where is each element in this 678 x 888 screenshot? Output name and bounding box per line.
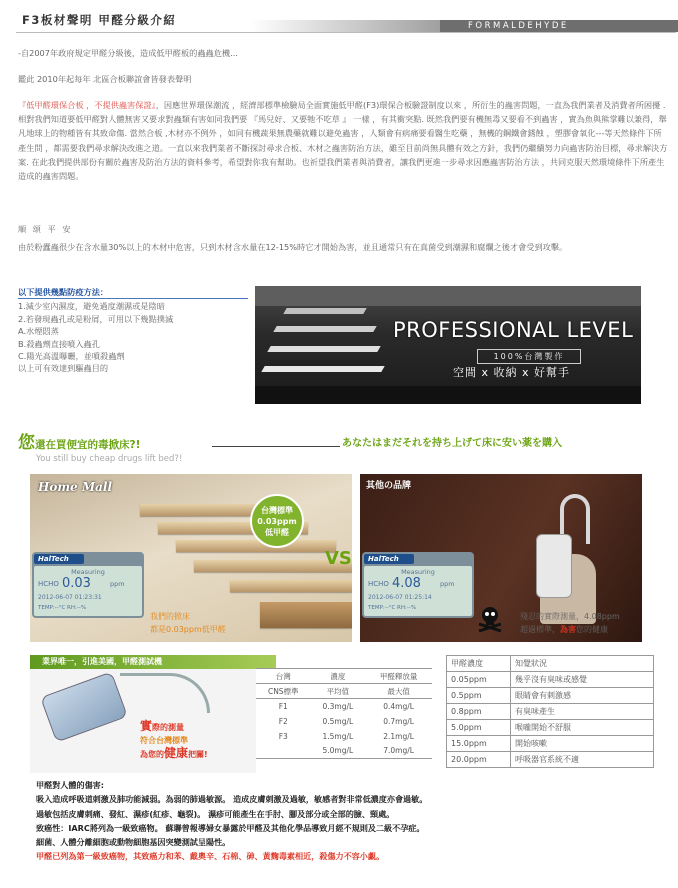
table-cell: 20.0ppm <box>447 752 511 768</box>
table-cell: 眼睛會有刺激感 <box>511 688 654 704</box>
table-cell: 5.0mg/L <box>322 746 354 756</box>
banner-board <box>267 346 380 352</box>
caption-line: 殘忍的實際測量，4.08ppm <box>520 612 620 621</box>
harm-line: 致癌性：IARC將列為一級致癌物。 蘇聯曾報導婦女暴露於甲醛及其他化學品導致月經不規則及二級不孕症。 <box>36 822 425 833</box>
standard-badge <box>250 494 304 548</box>
harm-section <box>36 778 666 864</box>
table-row <box>447 752 654 768</box>
question-english: You still buy cheap drugs lift bed?! <box>36 454 183 464</box>
harm-line: 過敏包括皮膚刺痛、發紅、濕疹(紅疹、龜裂)。 濕疹可能產生在手肘、腳及部分或全部的臉、頸處。 <box>36 808 395 819</box>
table-row <box>447 720 654 736</box>
table-row <box>256 714 432 729</box>
bed-board <box>230 580 352 592</box>
intro-body: ，因應世界環保潮流 ，經濟部標準檢驗局全面實施低甲醛(F3)環保合板驗證制度以來 ，所衍生的蟲害問題，一直為我們業者及消費者所困擾 .相對我們知道要低甲醛對人體無害又要求對蟲類有害如同我們要 『馬兒好、又要牠不吃草 』 一樣 ，有其衝突點. 既然我們要有機無毒又要看不到蟲害 ，實為魚與熊掌難以兼得，舉凡地球上的物種皆有其致命傷. 當然合板 ,木材亦不例外 ，如同有機蔬果無農藥就難以避免蟲害 ，人類會有病痛要看醫生吃藥 ，無機的鋼鐵會銹蝕 ，塑膠會氧化---等天然條件下所產生問 ，都需要我們尋求解決改進之道。一直以來我們業者不斷探討尋求合板、木材之蟲害防治方法，雖至目前尚無具體有效之方針，我們仍繼續努力向蟲害防治目標，尋求解決方案. 在此我們提供部份有關於蟲害及防治方法的資料參考，希望對你我有幫助。也祈望我們業者與消費者，讓我們更進一步尋求因應蟲害防治方法 ，共同克服天然環境條件下所產生造成的蟲害問題。 <box>18 100 668 182</box>
tips-item: C.陽光高溫曝曬，並噴殺蟲劑 <box>18 351 125 362</box>
tips-heading: 以下提供幾點防疫方法： <box>18 286 248 299</box>
table-header-cell: 最大值 <box>365 684 432 699</box>
caption-harm: 為害 <box>560 625 576 634</box>
banner-slogan: 空間 x 收納 x 好幫手 <box>453 366 571 379</box>
table-cell: 0.4mg/L <box>383 701 414 711</box>
professional-banner <box>255 286 641 404</box>
page-header <box>0 6 678 36</box>
caption-part: 您的健康 <box>576 625 608 634</box>
banner-subtitle: 100%台灣製作 <box>477 349 581 364</box>
table-header-cell: CNS標準 <box>256 684 311 699</box>
tips-item: 1.減少室內濕度，避免過度潮濕或是陰暗 <box>18 301 165 312</box>
table-cell: 0.7mg/L <box>383 716 414 726</box>
claim-part: 把關! <box>188 750 208 759</box>
home-mall-label: Home Mall <box>38 480 113 494</box>
meter-brand: HalTech <box>364 554 414 564</box>
table-row <box>256 699 432 714</box>
meter-temp: TEMP:--°C RH:--% <box>368 605 417 611</box>
tips-item: B.殺蟲劑直接噴入蟲孔 <box>18 338 100 349</box>
intro-line-2: 鑑此 2010年起每年 北區合板聯誼會皆發表聲明 <box>18 74 192 84</box>
banner-ceiling <box>255 286 641 306</box>
table-header-cell: 甲醛釋放量 <box>365 669 432 684</box>
caption-line <box>520 623 620 636</box>
claim-line <box>140 720 208 735</box>
table-cell: 開始咳嗽 <box>511 736 654 752</box>
intro-paragraph <box>18 98 668 183</box>
question-heading <box>18 428 140 453</box>
tester-device <box>40 671 128 742</box>
meter-unit: ppm <box>110 580 125 588</box>
table-cell: 0.3mg/L <box>322 701 354 711</box>
table-cell: 0.5ppm <box>447 688 511 704</box>
table-row <box>256 744 432 759</box>
claim-part: 際的測量 <box>152 723 185 732</box>
banner-board <box>261 366 384 372</box>
table-cell: 0.05ppm <box>447 672 511 688</box>
table-row <box>447 704 654 720</box>
prevention-tips <box>18 286 248 375</box>
table-header-cell: 平均值 <box>311 684 366 699</box>
banner-board <box>273 326 376 332</box>
handheld-meter <box>536 534 572 598</box>
page-title: F3板材聲明 甲醛分級介紹 <box>22 13 177 27</box>
meter-date: 2012-06-07 01:23:31 <box>38 594 102 601</box>
table-cell: 7.0mg/L <box>383 746 414 756</box>
meter-measuring: Measuring <box>71 568 105 576</box>
skull-icon <box>476 604 504 632</box>
table-row <box>447 688 654 704</box>
table-cell: 呼吸器官系統不適 <box>511 752 654 768</box>
header-tag: FORMALDEHYDE <box>440 20 678 32</box>
perception-table <box>446 655 654 768</box>
table-cell: F1 <box>278 701 288 711</box>
table-row <box>447 736 654 752</box>
harm-title: 甲醛對人體的傷害: <box>36 780 104 790</box>
meter-date: 2012-06-07 01:25:14 <box>368 594 432 601</box>
cns-standard-table <box>256 668 432 759</box>
meter-screen <box>34 566 142 616</box>
badge-line: 台灣標準 <box>261 506 293 515</box>
table-header-cell: 甲醛濃度 <box>447 656 511 672</box>
badge-line: 0.03ppm <box>257 517 297 526</box>
header-rule <box>16 32 676 33</box>
question-japanese: あなたはまだそれを持ち上げて床に安い薬を購入 <box>342 438 562 449</box>
greeting: 順 頌 平 安 <box>18 224 73 234</box>
table-cell: 喉嚨開始不舒服 <box>511 720 654 736</box>
table-header-cell: 濃度 <box>311 669 366 684</box>
badge-line: 低甲醛 <box>265 528 289 537</box>
table-subheader <box>256 684 432 699</box>
meter-reading: 4.08 <box>392 576 421 591</box>
table-cell: F3 <box>278 731 288 741</box>
banner-floor <box>255 386 641 404</box>
caption-part: 超過標準， <box>520 625 560 634</box>
other-brand-caption <box>520 610 620 636</box>
caption-line: 我們的掀床 <box>150 612 190 621</box>
table-cell <box>256 744 311 759</box>
table-cell: 15.0ppm <box>447 736 511 752</box>
meter-temp: TEMP:--°C RH:--% <box>38 605 87 611</box>
harm-line-red: 甲醛已列為第一級致癌物，其致癌力和苯、戴奧辛、石棉、砷、黃麴毒素相近，殺傷力不容小覷。 <box>36 851 385 862</box>
industry-banner: 業界唯一，引進美國，甲醛測試機 <box>30 655 276 669</box>
table-header-cell: 台灣 <box>256 669 311 684</box>
bed-board <box>176 540 336 552</box>
table-cell: 2.1mg/L <box>383 731 414 741</box>
table-cell: 0.5mg/L <box>322 716 354 726</box>
formaldehyde-meter-right <box>362 552 474 618</box>
other-brand-label: 其他の品牌 <box>366 481 412 491</box>
table-cell: 0.8ppm <box>447 704 511 720</box>
tips-item: 以上可有效達到驅蟲目的 <box>18 363 109 374</box>
intro-red-lead: 『低甲醛環保合板 ，不提供蟲害保證』 <box>18 100 156 110</box>
banner-title: PROFESSIONAL LEVEL <box>393 318 634 342</box>
our-bed-caption <box>150 610 226 636</box>
table-cell: 5.0ppm <box>447 720 511 736</box>
meter-brand: HalTech <box>34 554 84 564</box>
meter-measuring: Measuring <box>401 568 435 576</box>
meter-hcho: HCHO <box>38 580 59 588</box>
table-row <box>447 672 654 688</box>
meter-reading: 0.03 <box>62 576 91 591</box>
question-text: 還在買便宜的毒掀床?! <box>35 439 141 451</box>
table-cell: F2 <box>278 716 288 726</box>
table-header-cell: 知覺狀況 <box>511 656 654 672</box>
table-header <box>447 656 654 672</box>
bed-frame <box>260 602 352 628</box>
question-big-char: 您 <box>18 433 35 453</box>
banner-board <box>283 308 366 314</box>
table-cell: 有臭味產生 <box>511 704 654 720</box>
meter-unit: ppm <box>440 580 455 588</box>
tips-item: A.水煙悶蒸 <box>18 326 59 337</box>
formaldehyde-meter-left <box>32 552 144 618</box>
claim-health: 健康 <box>164 746 189 760</box>
harm-line: 吸入造成呼吸道刺激及肺功能減弱。為弱的肺過敏源。 造成皮膚刺激及過敏，敏感者對非常低濃度亦會過敏。 <box>36 794 428 805</box>
meter-hcho: HCHO <box>368 580 389 588</box>
table-header <box>256 669 432 684</box>
question-rule <box>212 446 340 447</box>
intro-line-1: -自2007年政府規定甲醛分級後，造成低甲醛板的蟲蟲危機... <box>18 48 238 58</box>
harm-line: 細菌、人體分離細胞或動物細胞基因突變測試呈陽性。 <box>36 837 231 848</box>
claim-line: 符合台灣標準 <box>140 735 188 745</box>
tester-cable <box>120 673 210 713</box>
claim-part: 為您的 <box>140 750 164 759</box>
table-cell: 幾乎沒有臭味或感覺 <box>511 672 654 688</box>
claim-big: 實 <box>140 719 153 733</box>
caption-line: 都是0.03ppm低甲醛 <box>150 625 226 634</box>
vs-label: VS <box>325 548 352 569</box>
tips-item: 2.若發現蟲孔或是粉屑，可用以下幾點撲滅 <box>18 313 174 324</box>
moisture-paragraph: 由於粉蠹蟲很少在含水量30%以上的木材中危害，只到木材含水量在12-15%時它才開始為害，並且通常只有在真菌受到潮濕和腐爛之後才會受到攻擊。 <box>18 242 568 252</box>
measure-claim <box>140 720 208 762</box>
meter-screen <box>364 566 472 616</box>
table-cell: 1.5mg/L <box>322 731 354 741</box>
table-row <box>256 729 432 744</box>
claim-line <box>140 747 208 762</box>
